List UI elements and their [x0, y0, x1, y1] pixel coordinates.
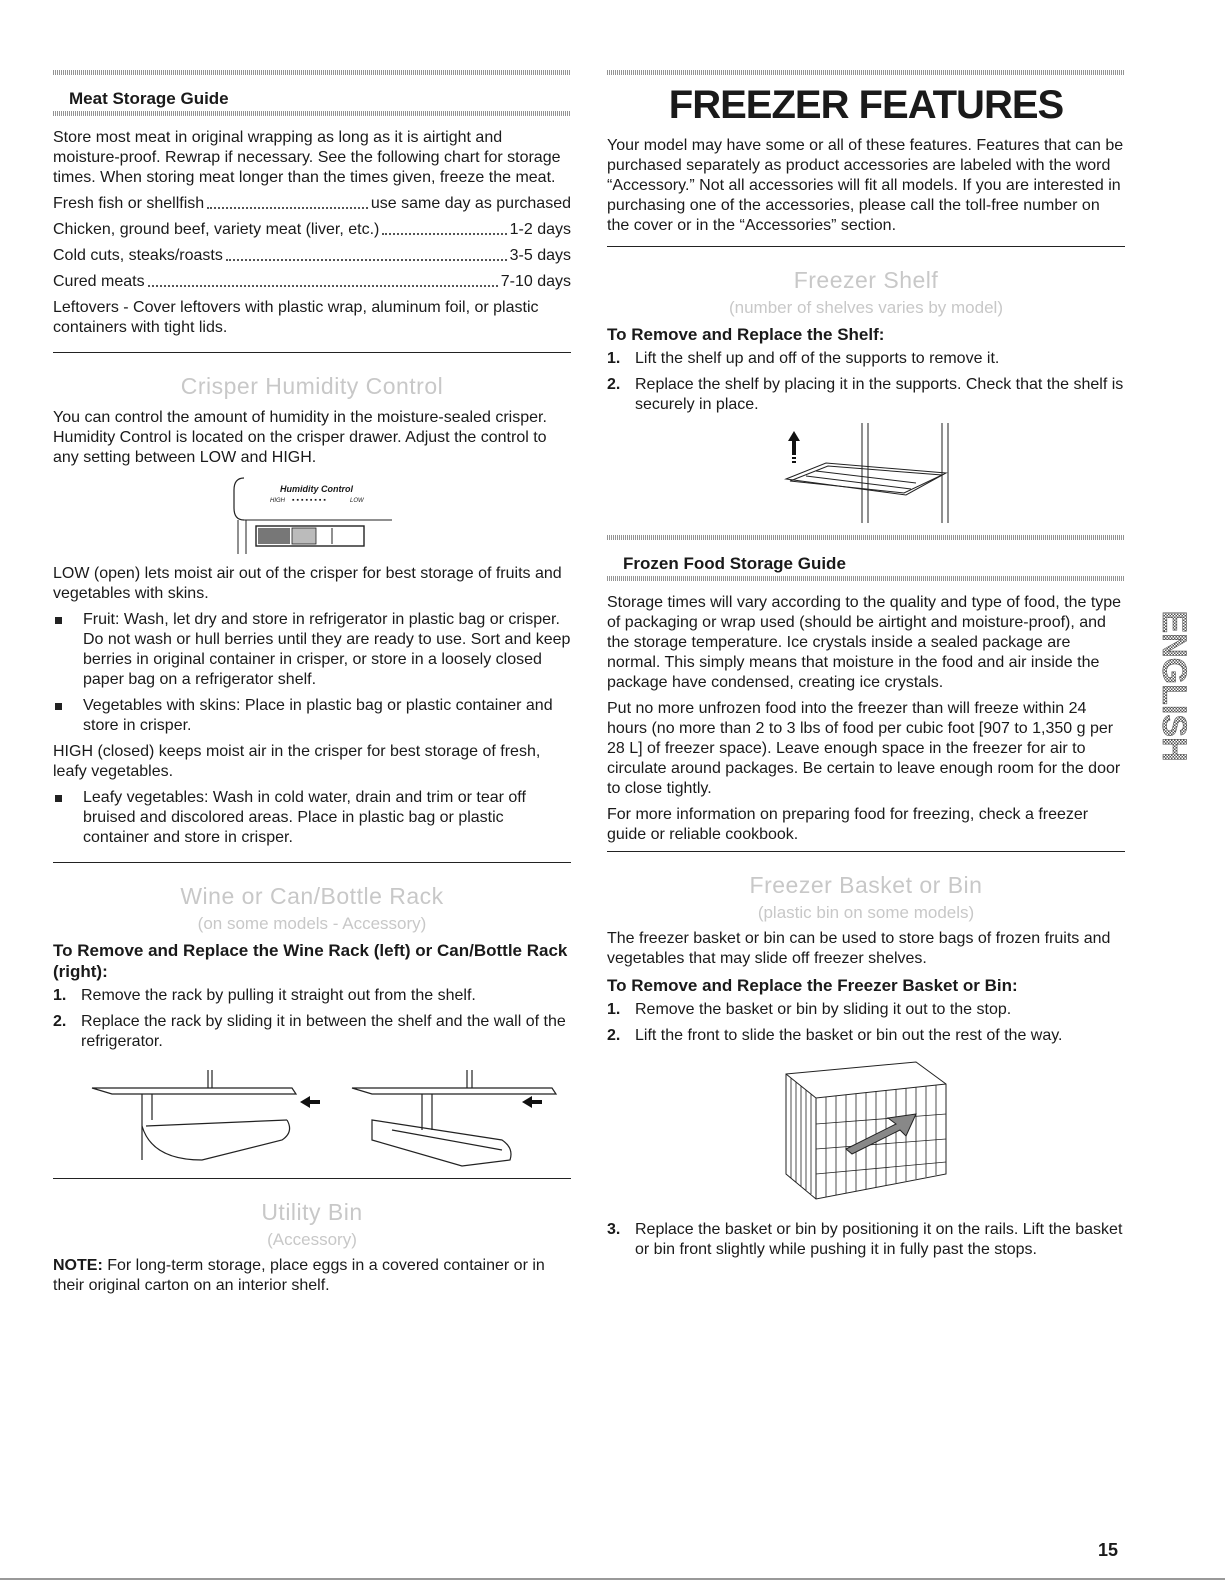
utility-note: NOTE: For long-term storage, place eggs in a covered container or in their original carton on an interior shelf.: [53, 1257, 545, 1294]
dotted-rule: [607, 70, 1125, 75]
wine-rack-subtitle: (on some models - Accessory): [197, 914, 427, 933]
frozen-p2: Put no more unfrozen food into the freezer than will freeze within 24 hours (no more than 2 to 3 lbs of food per cubic foot [907 to 1,350 g per 28 L] of freezer space). Leave enough space in the freezer for air to circulate around packages. Be certain to leave enough room for the door to close tightly.: [607, 700, 1121, 797]
section-rule: [607, 851, 1125, 852]
meat-row: Cured meats 7-10 days: [53, 273, 571, 290]
shelf-instructions-heading: To Remove and Replace the Shelf:: [607, 325, 885, 344]
dotted-rule: [607, 535, 1125, 540]
step-item: 2. Replace the rack by sliding it in between the shelf and the wall of the refrigerator.: [53, 1013, 566, 1050]
dotted-rule: [53, 111, 571, 116]
dotted-rule: [53, 70, 571, 75]
meat-row: Fresh fish or shellfish use same day as purchased: [53, 195, 571, 212]
frozen-p1: Storage times will vary according to the quality and type of food, the type of packaging or wrap used (should be airtight and moisture-proof), and the storage temperature. Ice crystals inside a sealed package are normal. This simply means that moisture in the food and air inside the package have condensed, creating ice crystals.: [607, 594, 1122, 691]
meat-row: Chicken, ground beef, variety meat (liver, etc.) 1-2 days: [53, 221, 571, 238]
left-column: [53, 70, 571, 1302]
freezer-shelf-subtitle: (number of shelves varies by model): [728, 298, 1003, 317]
leftovers-text: Leftovers - Cover leftovers with plastic wrap, aluminum foil, or plastic containers with tight lids.: [53, 299, 539, 336]
humidity-high-label: HIGH: [270, 498, 285, 504]
language-side-label: [1155, 588, 1194, 784]
humidity-low-label: LOW: [350, 498, 364, 504]
section-rule: [53, 352, 571, 353]
side-label-text: ENGLISH: [1155, 610, 1194, 762]
step-item: 1. Remove the basket or bin by sliding it out to the stop.: [607, 1001, 1012, 1018]
frozen-food-heading: Frozen Food Storage Guide: [623, 554, 846, 573]
freezer-shelf-figure: [766, 423, 966, 523]
freezer-intro: Your model may have some or all of these features. Features that can be purchased separately as product accessories are labeled with the word “Accessory.” Not all accessories will fit all models. If you are interested in purchasing one of the accessories, please call the toll-free number on the cover or in the “Accessories” section.: [607, 137, 1124, 234]
page-number: 15: [1098, 1540, 1119, 1560]
utility-bin-subtitle: (Accessory): [267, 1230, 357, 1249]
right-column: [607, 70, 1125, 1266]
humidity-control-figure: [232, 476, 392, 556]
freezer-basket-subtitle: (plastic bin on some models): [757, 903, 975, 922]
crisper-intro: You can control the amount of humidity in the moisture-sealed crisper. Humidity Control is located on the crisper drawer. Adjust the control to any setting between LOW and HIGH.: [53, 409, 547, 466]
low-text: LOW (open) lets moist air out of the crisper for best storage of fruits and vegetables with skins.: [53, 565, 562, 602]
freezer-basket-title: Freezer Basket or Bin: [749, 872, 983, 898]
frozen-p3: For more information on preparing food for freezing, check a freezer guide or reliable cookbook.: [607, 806, 1089, 843]
utility-bin-title: Utility Bin: [261, 1199, 363, 1225]
wine-rack-title: Wine or Can/Bottle Rack: [180, 883, 444, 909]
meat-intro: Store most meat in original wrapping as long as it is airtight and moisture-proof. Rewrap if necessary. See the following chart for storage times. When storing meat longer than the times given, freeze the meat.: [53, 129, 561, 186]
page-bottom-edge: [0, 1578, 1225, 1580]
step-item: 2. Replace the shelf by placing it in the supports. Check that the shelf is securely in place.: [607, 376, 1124, 413]
list-item: Leafy vegetables: Wash in cold water, drain and trim or tear off bruised and discolored areas. Place in plastic bag or plastic container and store in crisper.: [53, 788, 571, 848]
page-title: FREEZER FEATURES: [668, 83, 1064, 127]
dotted-rule: [607, 576, 1125, 581]
list-item: Vegetables with skins: Place in plastic bag or plastic container and store in crisper.: [53, 696, 571, 736]
wine-rack-instructions-heading: To Remove and Replace the Wine Rack (left) or Can/Bottle Rack (right):: [53, 941, 568, 981]
meat-row: Cold cuts, steaks/roasts 3-5 days: [53, 247, 571, 264]
meat-storage-heading: Meat Storage Guide: [69, 89, 229, 108]
step-item: 3. Replace the basket or bin by positioning it on the rails. Lift the basket or bin front slightly while pushing it in fully past the stops.: [607, 1221, 1123, 1258]
basket-intro: The freezer basket or bin can be used to store bags of frozen fruits and vegetables that may slide off freezer shelves.: [607, 930, 1111, 967]
wine-rack-figure: [82, 1060, 542, 1170]
high-text: HIGH (closed) keeps moist air in the crisper for best storage of fresh, leafy vegetables.: [53, 743, 541, 780]
step-item: 1. Lift the shelf up and off of the supports to remove it.: [607, 350, 1000, 367]
section-rule: [53, 862, 571, 863]
freezer-shelf-title: Freezer Shelf: [793, 267, 939, 293]
step-item: 1. Remove the rack by pulling it straight out from the shelf.: [53, 987, 476, 1004]
freezer-basket-figure: [776, 1054, 956, 1204]
basket-instructions-heading: To Remove and Replace the Freezer Basket or Bin:: [607, 976, 1018, 995]
humidity-control-label: Humidity Control: [280, 484, 353, 494]
step-item: 2. Lift the front to slide the basket or bin out the rest of the way.: [607, 1027, 1063, 1044]
section-rule: [607, 246, 1125, 247]
humidity-dots: ▪▪▪▪▪▪▪▪: [292, 497, 328, 504]
section-rule: [53, 1178, 571, 1179]
crisper-title: Crisper Humidity Control: [180, 373, 444, 399]
list-item: Fruit: Wash, let dry and store in refrigerator in plastic bag or crisper. Do not wash or hull berries until they are ready to use. Sort and keep berries in original container in crisper, or store in a loosely closed paper bag on a refrigerator shelf.: [53, 610, 571, 690]
